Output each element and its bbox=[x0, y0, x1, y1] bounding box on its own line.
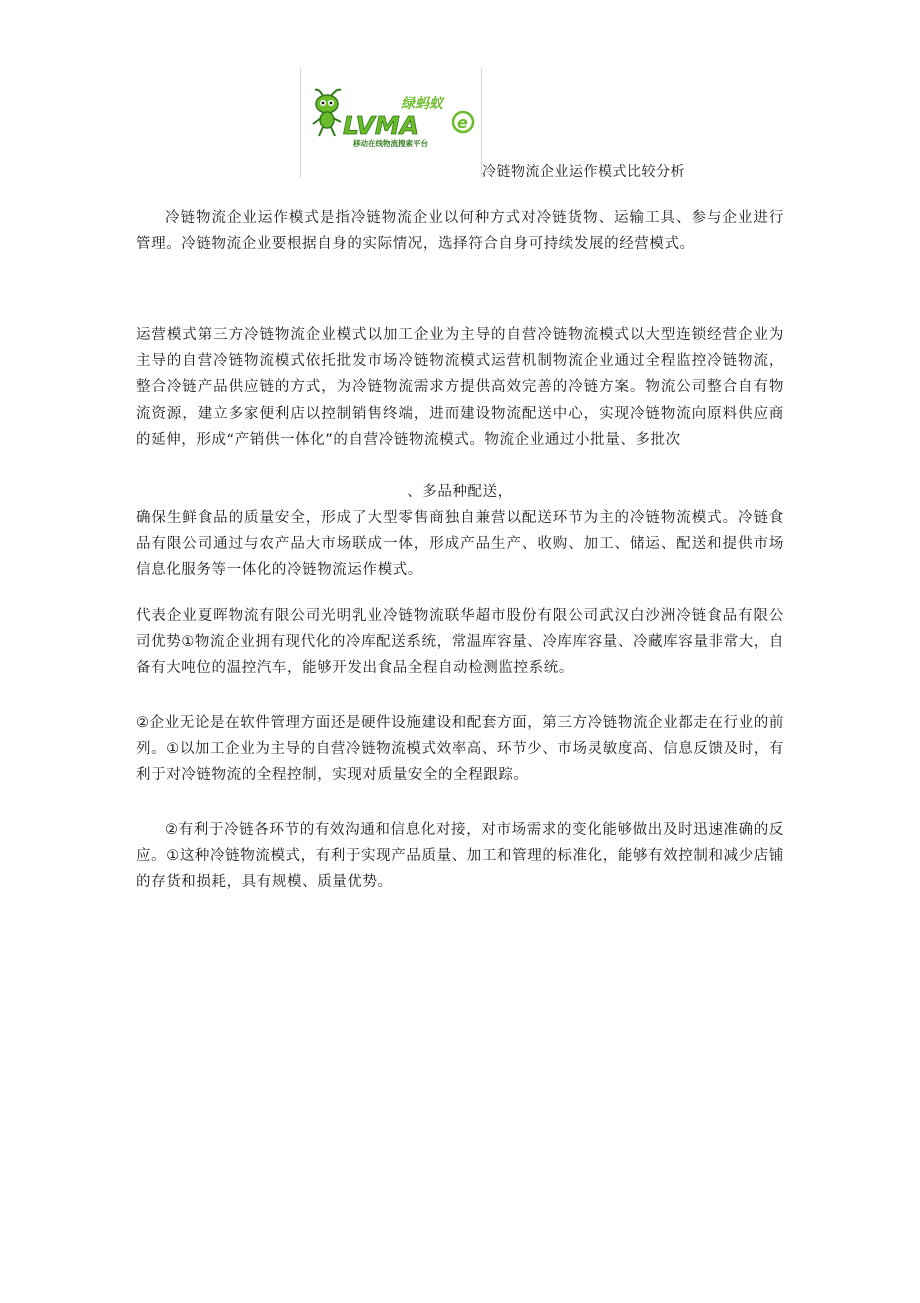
paragraph-retailer-mode: 确保生鲜食品的质量安全，形成了大型零售商独自兼营以配送环节为主的冷链物流模式。冷链食品有限公司通过与农产品大市场联成一体，形成产品生产、收购、加工、储运、配送和提供市场信息化服务等一体化的冷链物流运作模式。 bbox=[136, 510, 784, 579]
logo-brand-en: LVMA bbox=[343, 111, 420, 140]
paragraph-advantages-2: ②有利于冷链各环节的有效沟通和信息化对接，对市场需求的变化能够做出及时迅速准确的反应。①这种冷链物流模式，有利于实现产品质量、加工和管理的标准化，能够有效控制和减少店铺的存货和损耗，具有规模、质量优势。 bbox=[136, 822, 784, 891]
document-title: 冷链物流企业运作模式比较分析 bbox=[482, 164, 685, 180]
logo-brand-e: e bbox=[457, 113, 468, 132]
paragraph-intro: 冷链物流企业运作模式是指冷链物流企业以何种方式对冷链货物、运输工具、参与企业进行管理。冷链物流企业要根据自身的实际情况，选择符合自身可持续发展的经营模式。 bbox=[136, 210, 784, 253]
logo-tagline: 移动在线物流搜索平台 bbox=[353, 139, 428, 148]
ant-mascot-icon bbox=[313, 90, 341, 136]
paragraph-operation-modes: 运营模式第三方冷链物流企业模式以加工企业为主导的自营冷链物流模式以大型连锁经营企业为主导的自营冷链物流模式依托批发市场冷链物流模式运营机制物流企业通过全程监控冷链物流，整合冷链产品供应链的方式，为冷链物流需求方提供高效完善的冷链方案。物流公司整合自有物流资源，建立多家便利店以控制销售终端，进而建设物流配送中心，实现冷链物流向原料供应商的延伸，形成“产销供一体化”的自营冷链物流模式。物流企业通过小批量、多批次 bbox=[136, 327, 784, 448]
paragraph-advantages-1: ②企业无论是在软件管理方面还是硬件设施建设和配套方面，第三方冷链物流企业都走在行业的前列。①以加工企业为主导的自营冷链物流模式效率高、环节少、市场灵敏度高、信息反馈及时，有利于对冷链物流的全程控制，实现对质量安全的全程跟踪。 bbox=[136, 715, 784, 784]
logo-frame bbox=[300, 68, 482, 178]
logo-brand-cn: 绿蚂蚁 bbox=[401, 96, 443, 112]
paragraph-distribution-fragment: 、多品种配送， bbox=[407, 484, 513, 500]
paragraph-representative-enterprises: 代表企业夏晖物流有限公司光明乳业冷链物流联华超市股份有限公司武汉白沙洲冷链食品有限公司优势①物流企业拥有现代化的冷库配送系统，常温库容量、冷库库容量、冷藏库容量非常大，自备有大吨位的温控汽车，能够开发出食品全程自动检测监控系统。 bbox=[136, 608, 784, 677]
lvma-logo bbox=[309, 86, 479, 156]
